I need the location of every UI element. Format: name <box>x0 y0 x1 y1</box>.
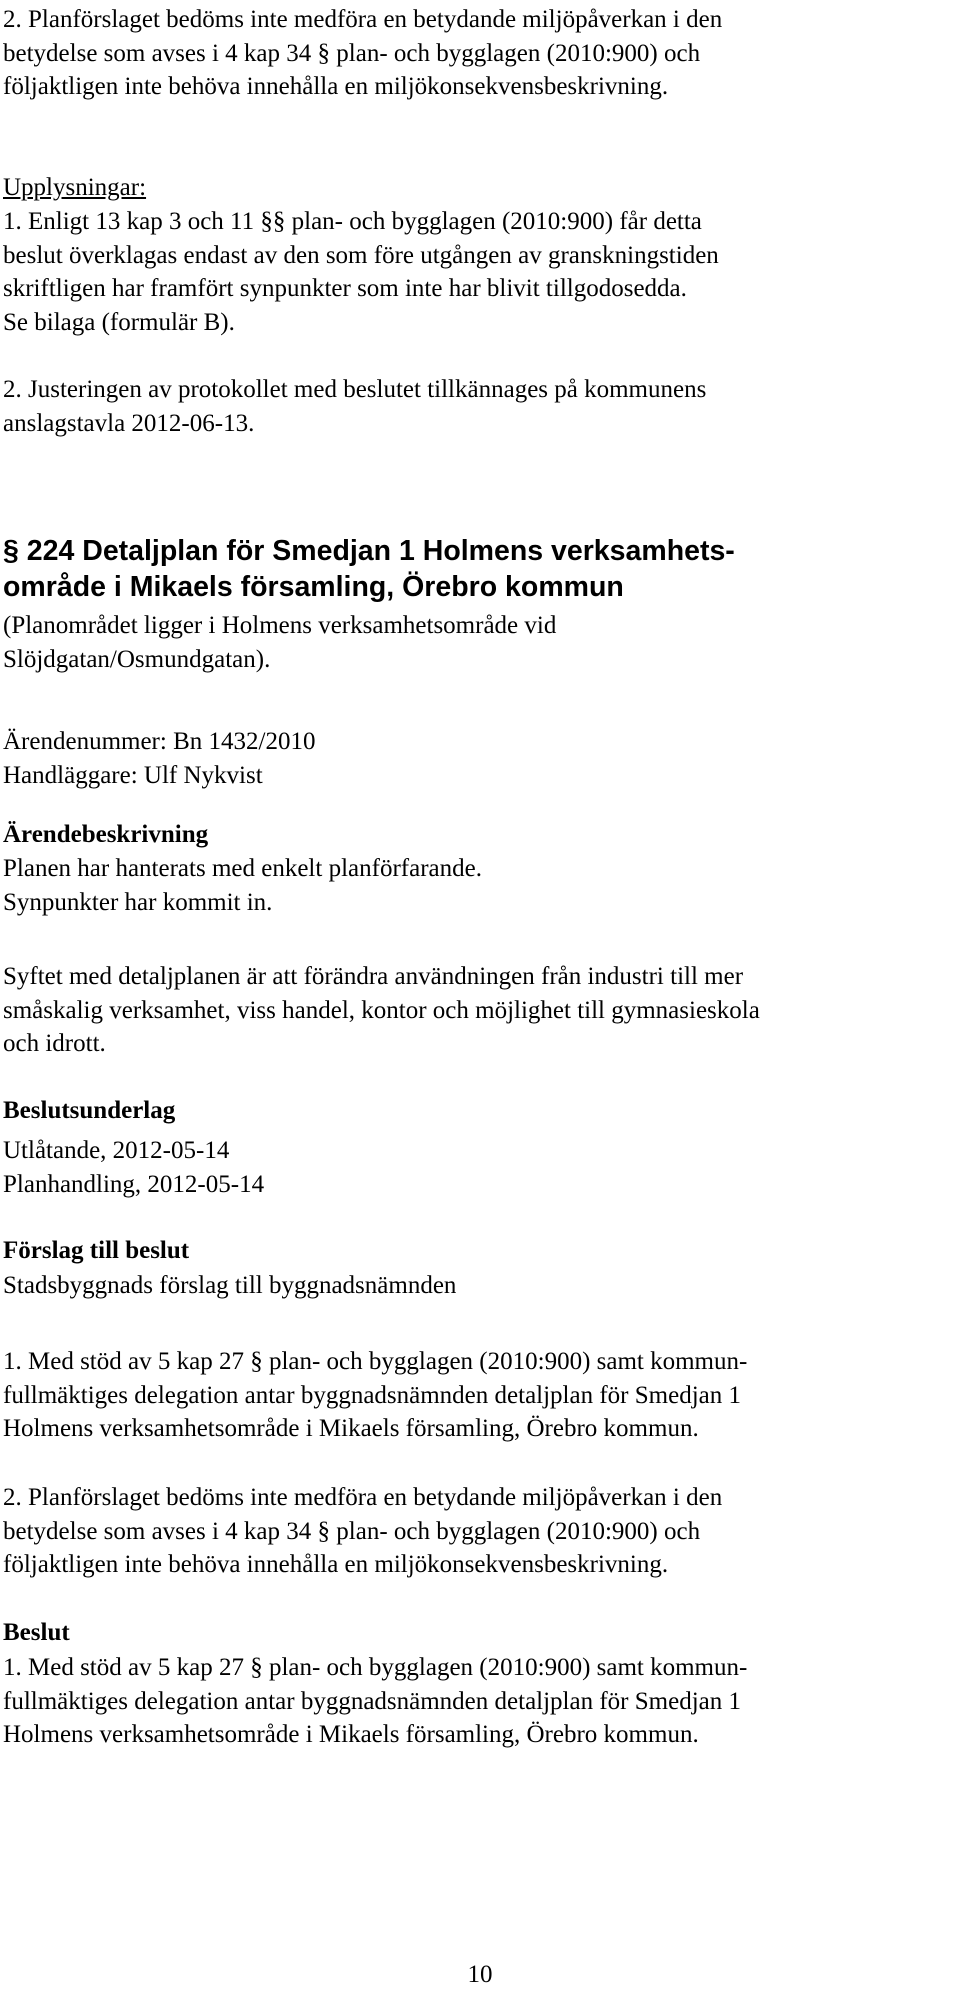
forslag-item-1: 1. Med stöd av 5 kap 27 § plan- och bygglagen (2010:900) samt kommun- fullmäktiges delegation antar byggnadsnämnden detaljplan för Smedjan 1 Holmens verksamhetsområde i Mikaels församling, Örebro kommun. <box>3 1348 748 1443</box>
page-number: 10 <box>467 1961 493 1988</box>
forslag-item-2: 2. Planförslaget bedöms inte medföra en betydande miljöpåverkan i den betydelse som avses i 4 kap 34 § plan- och bygglagen (2010:900) och följaktligen inte behöva innehålla en miljökonsekvensbeskrivning. <box>3 1484 723 1579</box>
case-info: Ärendenummer: Bn 1432/2010 Handläggare: Ulf Nykvist <box>3 728 316 789</box>
upplysningar-label: Upplysningar: <box>3 174 147 201</box>
purpose-text: Syftet med detaljplanen är att förändra användningen från industri till mer småskalig verksamhet, viss handel, kontor och möjlighet till gymnasieskola och idrott. <box>3 963 760 1058</box>
arendebeskrivning-heading: Ärendebeskrivning <box>3 821 209 848</box>
forslag-heading: Förslag till beslut <box>3 1237 190 1264</box>
plan-area-description: (Planområdet ligger i Holmens verksamhetsområde vid Slöjdgatan/Osmundgatan). <box>3 612 557 673</box>
beslutsunderlag-heading: Beslutsunderlag <box>3 1097 176 1124</box>
beslut-heading: Beslut <box>3 1619 70 1646</box>
upplysning-item-2: 2. Justeringen av protokollet med beslutet tillkännages på kommunens anslagstavla 2012-06-13. <box>3 376 707 437</box>
upplysning-item-1: 1. Enligt 13 kap 3 och 11 §§ plan- och bygglagen (2010:900) får detta beslut överklagas endast av den som före utgången av granskningstiden skriftligen har framfört synpunkter som inte har blivit tillgodosedda. Se bilaga (formulär B). <box>3 208 719 336</box>
arendebeskrivning-text: Planen har hanterats med enkelt planförfarande. Synpunkter har kommit in. <box>3 855 482 916</box>
beslutsunderlag-list: Utlåtande, 2012-05-14 Planhandling, 2012-05-14 <box>3 1137 265 1198</box>
previous-decision-item-2: 2. Planförslaget bedöms inte medföra en betydande miljöpåverkan i den betydelse som avses i 4 kap 34 § plan- och bygglagen (2010:900) och följaktligen inte behöva innehålla en miljökonsekvensbeskrivning. <box>3 6 723 101</box>
beslut-item-1: 1. Med stöd av 5 kap 27 § plan- och bygglagen (2010:900) samt kommun- fullmäktiges delegation antar byggnadsnämnden detaljplan för Smedjan 1 Holmens verksamhetsområde i Mikaels församling, Örebro kommun. <box>3 1654 748 1749</box>
forslag-subtitle: Stadsbyggnads förslag till byggnadsnämnden <box>3 1272 457 1299</box>
section-heading: § 224 Detaljplan för Smedjan 1 Holmens verksamhets- område i Mikaels församling, Örebro kommun <box>3 535 735 603</box>
